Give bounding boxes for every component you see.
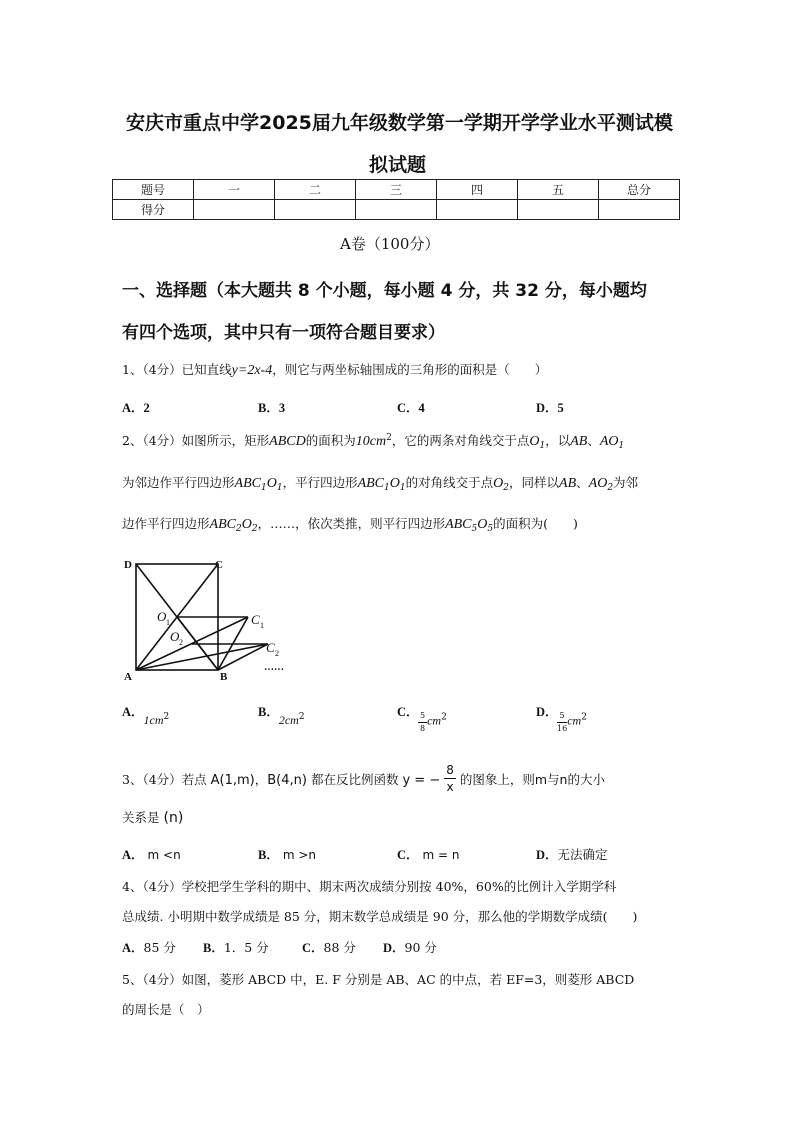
function-lhs: y = − [402,773,441,788]
subscript: 2 [607,483,614,493]
point-b: B(4,n) [267,773,307,788]
fraction-denominator: 8 [420,724,426,733]
text: ， [254,772,268,787]
q4-option-d[interactable] [383,938,437,956]
q2-option-c-fraction [418,712,447,733]
subscript: 1 [384,483,390,493]
option-label: A． [122,705,144,719]
option-label: D． [536,705,558,719]
math: 10cm [355,434,387,449]
text: 的大小 [567,772,605,787]
label-o2-sub: 2 [179,638,183,647]
option-text: 85 分 [143,940,176,955]
fraction-denominator: 16 [557,724,568,733]
math: ABCD [269,434,306,449]
option-label: B． [258,401,279,415]
text: 为邻 [613,475,639,490]
q1-option-a[interactable] [122,398,150,416]
superscript: 2 [441,712,447,723]
q1-option-b[interactable] [258,398,285,416]
score-table-header-cell: 五 [518,180,599,200]
label-c1: C [251,612,260,627]
text: ，平行四边形 [282,475,358,490]
text: 关系是 [122,810,160,825]
math: AO [599,434,619,449]
option-label: B． [203,941,224,955]
option-label: C． [302,941,324,955]
q2-option-b[interactable] [258,702,305,727]
superscript: 2 [298,712,305,722]
label-b: B [220,671,228,683]
answer-paren: (n) [163,810,184,826]
q1-option-d[interactable] [536,398,564,416]
q4-option-c[interactable] [302,938,356,956]
option-text: 5 [557,401,564,415]
fraction-numerator: 5 [418,712,427,723]
q4-option-b[interactable] [203,938,269,956]
text: 、 [587,433,600,448]
math: ABC [234,476,261,491]
score-cell[interactable] [437,200,518,220]
superscript: 2 [581,712,587,723]
option-text: 无法确定 [557,847,608,862]
option-label: A． [122,401,144,415]
label-o1: O [157,609,167,624]
q4-option-a[interactable] [122,938,176,956]
label-o2: O [170,629,180,644]
q1-suffix: ，则它与两坐标轴围成的三角形的面积是（ ） [272,362,548,377]
subscript: 1 [539,441,546,451]
fraction-denominator: x [446,780,454,794]
question-5-stem-line1: 5、（4分）如图，菱形 ABCD 中，E. F 分别是 AB、AC 的中点，若 EF=3，则菱形 ABCD [122,972,635,987]
option-text: 88 分 [323,940,356,955]
math: O [493,476,504,491]
math: ABC [209,517,236,532]
text: 都在反比例函数 [310,772,399,787]
text: 的面积为 [305,433,356,448]
score-table-header-cell: 二 [275,180,356,200]
option-label: C． [397,848,419,862]
option-text: 4 [418,401,425,415]
label-d: D [124,559,132,571]
var-n: n [559,772,568,787]
text: 为邻边作平行四边形 [122,475,235,490]
score-table [112,179,680,220]
score-table-score-row [113,200,680,220]
question-2-stem-line1 [122,431,624,451]
subscript: 1 [399,483,406,493]
score-cell[interactable] [599,200,680,220]
subscript: 2 [251,524,258,534]
label-a: A [124,671,132,683]
subscript: 1 [276,483,283,493]
math: AB [570,434,588,449]
segment-ac2 [136,644,268,670]
text: 3、（4分）若点 [122,772,207,787]
label-o1-sub: 1 [166,618,170,627]
option-label: B． [258,705,279,719]
section1-heading-line2: 有四个选项，其中只有一项符合题目要求） [122,323,445,343]
fraction-numerator: 5 [557,712,567,723]
question-3-stem-line1 [122,763,605,795]
q3-option-d[interactable] [536,845,608,863]
superscript: 2 [386,433,392,443]
q1-prefix: 1、（4分）已知直线 [122,362,232,377]
text: 、 [576,475,589,490]
point-a: A(1,m) [210,773,255,788]
q1-option-c[interactable] [397,398,425,416]
score-table-header-cell: 四 [437,180,518,200]
math: AO [588,476,608,491]
option-text: m = n [422,848,460,862]
label-c1-sub: 1 [260,621,264,630]
fraction-numerator: 8 [446,763,454,777]
score-cell[interactable] [275,200,356,220]
question-4-stem-line2: 总成绩. 小明期中数学成绩是 85 分，期末数学总成绩是 90 分，那么他的学期数学成绩( ) [122,909,638,924]
score-table-header-cell: 一 [194,180,275,200]
question-2-stem-line3 [122,514,578,534]
text: ，以 [545,433,571,448]
text: 2、（4分）如图所示，矩形 [122,433,270,448]
math: O [529,434,540,449]
question-2-stem-line2 [122,473,638,493]
score-cell[interactable] [518,200,599,220]
q2-option-c[interactable] [397,702,419,720]
subscript: 1 [260,483,267,493]
option-label: D． [536,848,558,862]
question-1-stem [122,360,547,379]
option-label: B． [258,848,279,862]
label-c2: C [266,640,275,655]
math: O [389,476,400,491]
option-text: m <n [147,848,181,862]
option-text: 1．5 分 [223,940,269,955]
score-table-header-cell: 题号 [113,180,194,200]
subscript: 2 [235,524,242,534]
text: ，同样以 [509,475,560,490]
label-c2-sub: 2 [275,649,279,658]
option-text: 90 分 [404,940,437,955]
score-table-row-label: 得分 [113,200,194,220]
superscript: 2 [163,712,170,722]
math: AB [559,476,577,491]
option-label: D． [536,401,558,415]
q2-option-a[interactable] [122,702,170,727]
option-text: m >n [282,848,317,862]
q2-option-d[interactable] [536,702,558,720]
text: ，它的两条对角线交于点 [391,433,530,448]
option-text: 1cm [143,713,164,727]
q1-expression: y=2x-4 [231,363,273,378]
page-title-line1: 安庆市重点中学2025届九年级数学第一学期开学学业水平测试模 [126,112,673,134]
math: O [241,517,252,532]
volume-heading: A卷（100分） [340,235,440,253]
score-table-header-cell: 三 [356,180,437,200]
text: 的对角线交于点 [405,475,494,490]
score-table-header-row [113,180,680,200]
text: 的面积为( ) [493,516,578,531]
text: 边作平行四边形 [122,516,210,531]
question-5-stem-line2: 的周长是（ ） [122,1002,210,1017]
option-text: 2cm [278,713,299,727]
math: ABC [357,476,385,491]
option-text: cm [567,713,582,728]
subscript: 2 [503,483,509,493]
subscript: 1 [618,441,625,451]
section1-heading-line1: 一、选择题（本大题共 8 个小题，每小题 4 分，共 32 分，每小题均 [122,281,647,301]
q2-option-d-fraction [557,712,587,733]
label-c: C [215,559,223,571]
subscript: 5 [487,524,494,534]
label-ellipsis: …… [264,662,284,673]
option-text: 3 [278,401,286,415]
option-label: D． [383,941,405,955]
q2-geometry-figure [118,552,298,687]
score-table-header-cell: 总分 [599,180,680,200]
option-text: 2 [143,401,150,415]
q3-option-c[interactable] [397,845,460,863]
option-label: C． [397,401,419,415]
option-text: cm [427,713,442,728]
text: 的图象上，则 [459,772,535,787]
option-label: C． [397,705,419,719]
q3-option-b[interactable] [258,845,316,863]
math: O [266,476,277,491]
page-title-line2: 拟试题 [369,154,427,176]
option-label: A． [122,848,144,862]
subscript: 5 [471,524,478,534]
question-4-stem-line1: 4、（4分）学校把学生学科的期中、期末两次成绩分别按 40%，60%的比例计入学期学科 [122,879,617,894]
score-cell[interactable] [356,200,437,220]
math: O [477,517,488,532]
q3-option-a[interactable] [122,845,181,863]
option-label: A． [122,941,144,955]
text: ，……，依次类推，则平行四边形 [257,516,446,531]
question-3-stem-line2 [122,808,183,826]
math: ABC [445,517,472,532]
score-cell[interactable] [194,200,275,220]
var-m: m [534,772,548,787]
text: 与 [547,772,560,787]
